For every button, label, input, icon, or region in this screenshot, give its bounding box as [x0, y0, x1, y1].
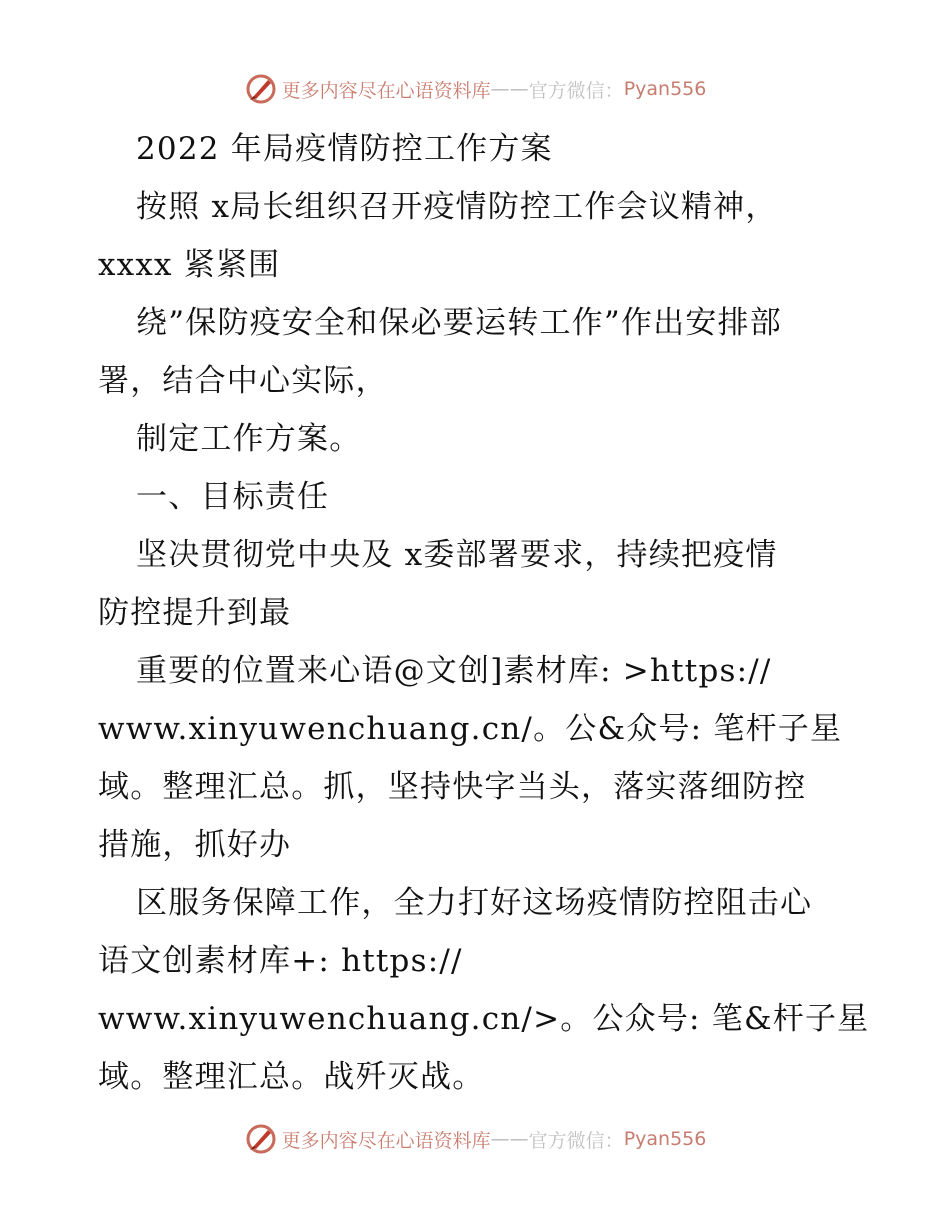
header-watermark [0, 72, 950, 106]
document-line: 2022 年局疫情防控工作方案 [136, 131, 553, 167]
document-line: 坚决贯彻党中央及 x委部署要求，持续把疫情 [136, 537, 778, 573]
document-line: 域。整理汇总。抓，坚持快字当头，落实落细防控 [98, 769, 807, 805]
document-line: 语文创素材库+: https:// [98, 943, 463, 979]
document-line: 署，结合中心实际， [98, 363, 388, 399]
document-line: 按照 x局长组织召开疫情防控工作会议精神， [136, 189, 778, 225]
quill-pen-logo-icon [244, 72, 278, 106]
document-line: 绕”保防疫安全和保必要运转工作”作出安排部 [136, 305, 782, 341]
document-line: www.xinyuwenchuang.cn/。公&众号: 笔杆子星 [98, 711, 843, 747]
watermark-wechat-id: Pyan556 [623, 78, 707, 100]
document-line: xxxx 紧紧围 [98, 247, 281, 283]
document-line: www.xinyuwenchuang.cn/>。公众号: 笔&杆子星 [98, 1001, 870, 1037]
document-line: 防控提升到最 [98, 595, 292, 631]
document-line: 措施，抓好办 [98, 827, 292, 863]
footer-watermark [0, 1122, 950, 1156]
watermark-sub-text: 官方微信： [528, 79, 624, 102]
watermark-sub-text: 官方微信： [528, 1129, 624, 1152]
watermark-main-text: 更多内容尽在心语资料库 [281, 79, 491, 102]
quill-pen-logo-icon [244, 1122, 278, 1156]
watermark-main-text: 更多内容尽在心语资料库 [281, 1129, 491, 1152]
document-line: 区服务保障工作，全力打好这场疫情防控阻击心 [136, 885, 813, 921]
watermark-separator: —— [490, 78, 529, 100]
document-line: 域。整理汇总。战歼灭战。 [98, 1059, 485, 1095]
watermark-wechat-id: Pyan556 [623, 1128, 707, 1150]
document-line: 重要的位置来心语@文创]素材库: >https:// [136, 653, 772, 689]
watermark-separator: —— [490, 1128, 529, 1150]
document-body [98, 120, 870, 1106]
document-line: 制定工作方案。 [136, 421, 362, 457]
document-line: 一、目标责任 [136, 479, 330, 515]
